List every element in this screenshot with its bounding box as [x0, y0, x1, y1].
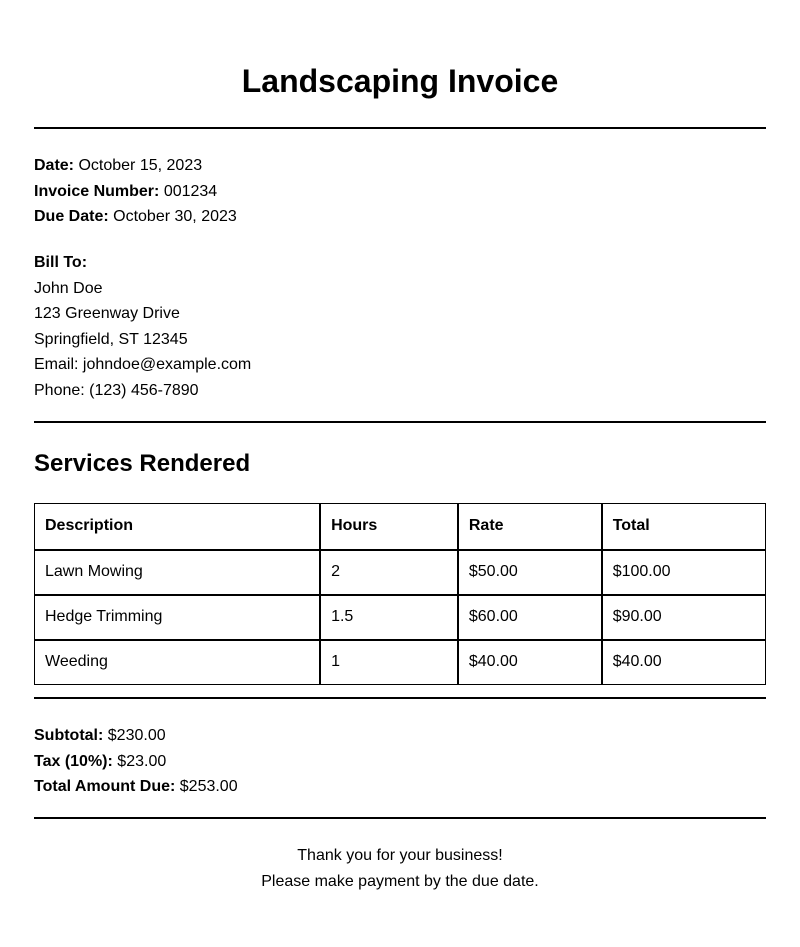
column-header-description: Description	[35, 504, 321, 550]
bill-to-label: Bill To:	[34, 254, 88, 271]
date-label: Date:	[34, 157, 75, 174]
payment-note: Please make payment by the due date.	[261, 873, 539, 890]
table-row	[35, 640, 766, 685]
services-title: Services Rendered	[34, 450, 251, 477]
thank-you-text: Thank you for your business!	[297, 847, 503, 864]
divider-before-services	[34, 421, 766, 423]
column-header-hours: Hours	[320, 504, 458, 550]
service-hours: 1.5	[320, 595, 458, 640]
service-hours: 2	[320, 550, 458, 595]
service-description: Hedge Trimming	[35, 595, 321, 640]
invoice-date-line	[34, 153, 237, 179]
column-header-total: Total	[602, 504, 766, 550]
invoice-number-line	[34, 179, 237, 205]
service-description: Lawn Mowing	[35, 550, 321, 595]
total-due-value: $253.00	[179, 778, 238, 796]
due-date-label: Due Date:	[34, 208, 109, 225]
invoice-number-label: Invoice Number:	[34, 182, 160, 200]
due-date-line	[34, 204, 237, 230]
service-total: $90.00	[602, 595, 766, 640]
subtotal-value: $230.00	[107, 727, 166, 744]
service-hours: 1	[320, 640, 458, 685]
customer-name: John Doe	[34, 279, 103, 297]
customer-phone: Phone: (123) 456-7890	[34, 381, 199, 399]
divider-after-services	[34, 697, 766, 699]
service-total: $40.00	[602, 640, 766, 685]
due-date-value: October 30, 2023	[113, 208, 237, 225]
invoice-meta	[34, 153, 237, 230]
divider-top	[34, 127, 766, 129]
customer-email: Email: johndoe@example.com	[34, 356, 252, 374]
footer	[34, 843, 766, 895]
tax-value: $23.00	[117, 752, 167, 770]
tax-label: Tax (10%):	[34, 752, 113, 770]
subtotal-label: Subtotal:	[34, 727, 104, 744]
service-rate: $50.00	[458, 550, 602, 595]
date-value: October 15, 2023	[78, 157, 203, 174]
totals-block	[34, 723, 238, 800]
total-due-label: Total Amount Due:	[34, 778, 176, 796]
table-row	[35, 595, 766, 640]
service-description: Weeding	[35, 640, 321, 685]
service-rate: $60.00	[458, 595, 602, 640]
invoice-number-value: 001234	[163, 182, 218, 200]
service-rate: $40.00	[458, 640, 602, 685]
invoice-title: Landscaping Invoice	[241, 63, 559, 99]
table-row	[35, 550, 766, 595]
bill-to-block	[34, 250, 251, 404]
total-due-line	[34, 774, 238, 800]
divider-before-footer	[34, 817, 766, 819]
table-header-row	[35, 504, 766, 550]
tax-line	[34, 749, 238, 775]
services-table	[34, 503, 766, 685]
column-header-rate: Rate	[458, 504, 602, 550]
customer-street: 123 Greenway Drive	[34, 305, 180, 323]
subtotal-line	[34, 723, 238, 749]
service-total: $100.00	[602, 550, 766, 595]
customer-city: Springfield, ST 12345	[34, 330, 188, 348]
